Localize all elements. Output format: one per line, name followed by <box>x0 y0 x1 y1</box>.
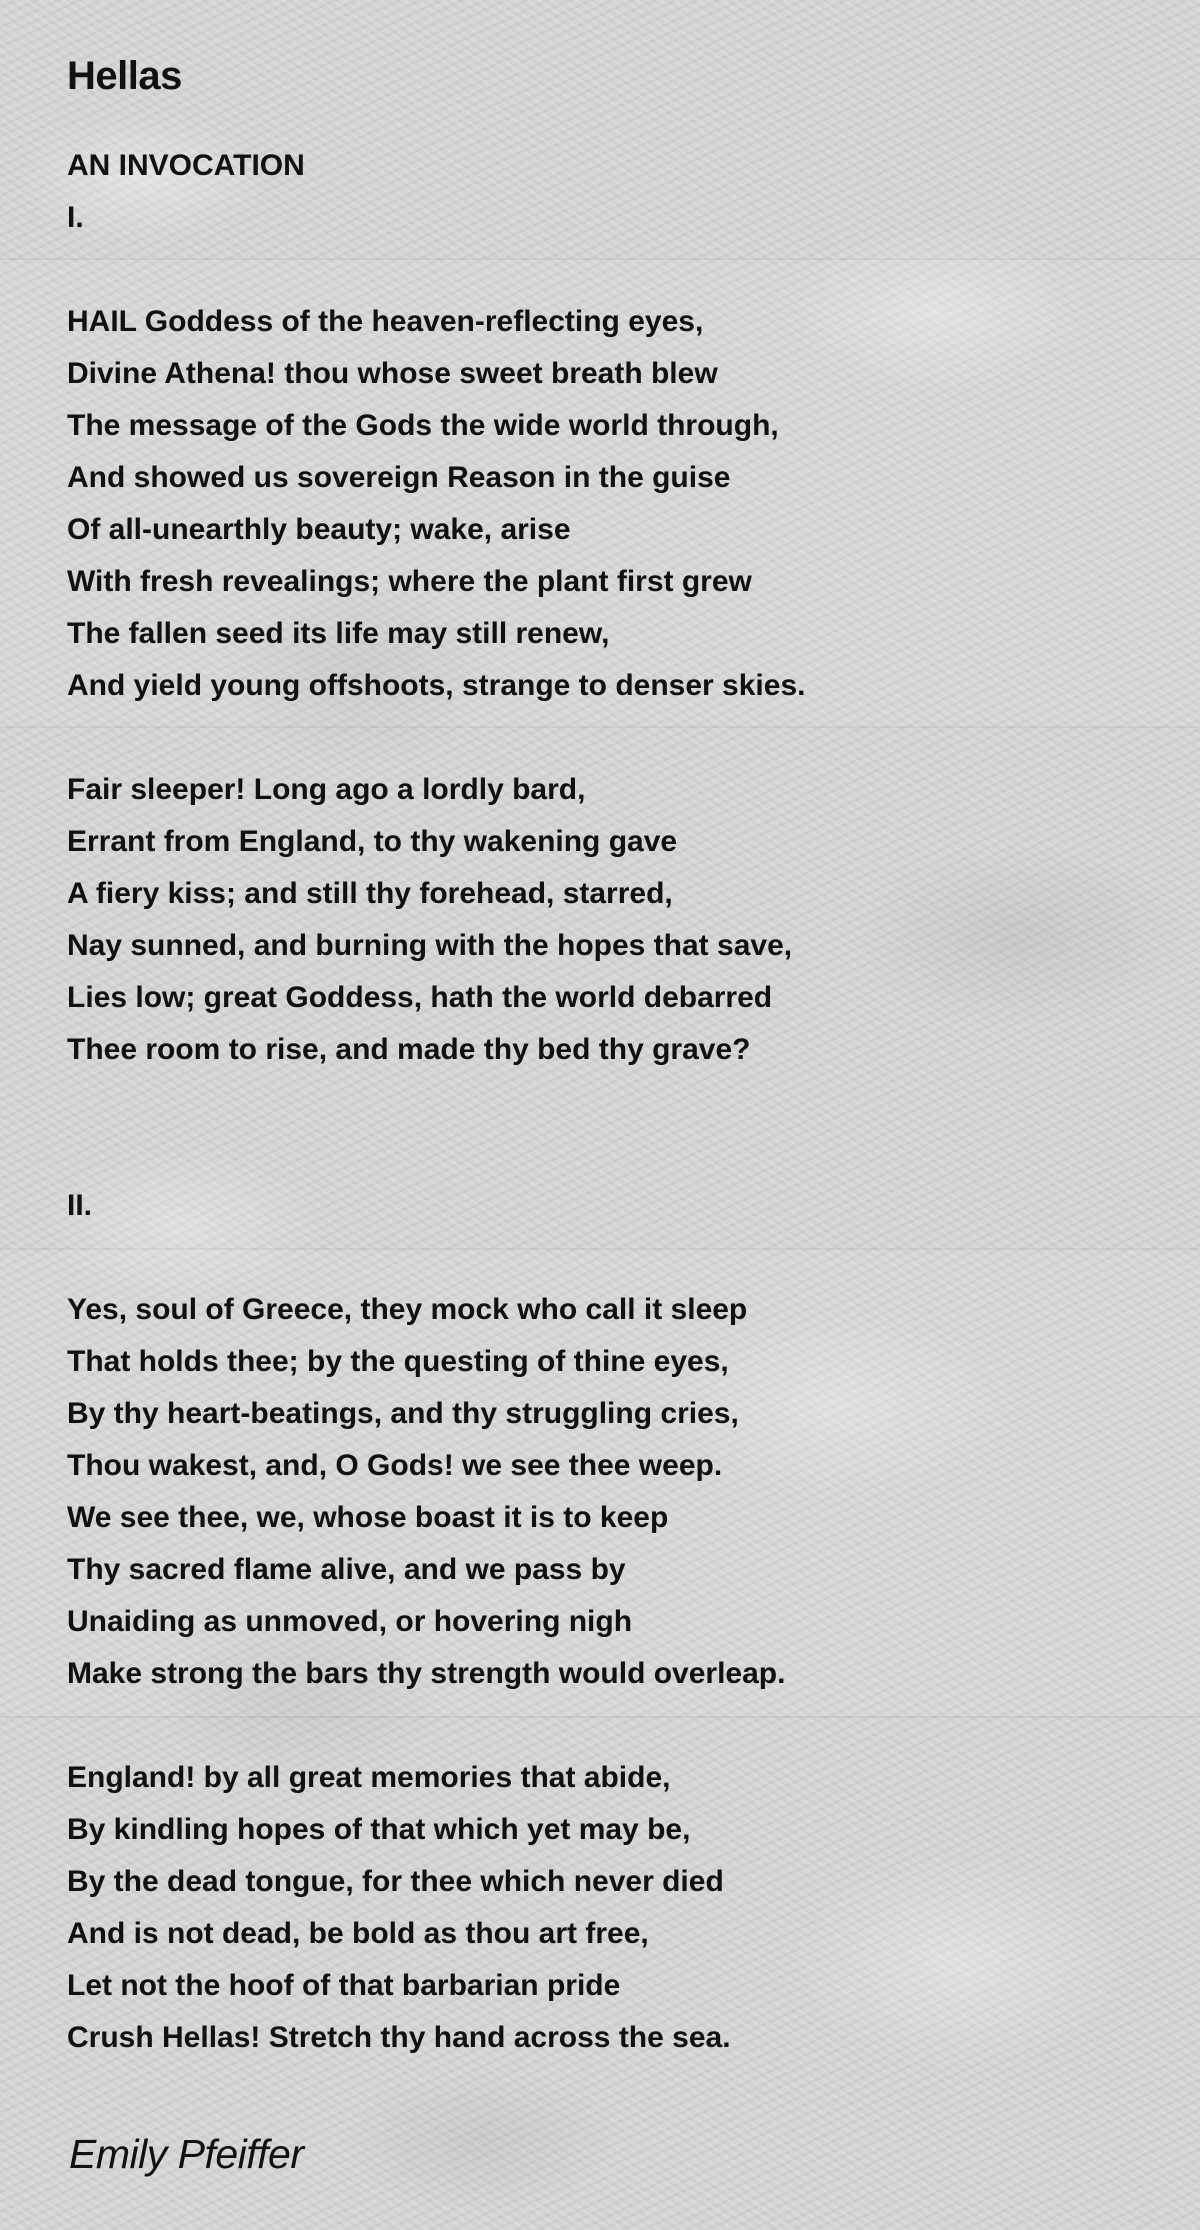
poem-line: Thou wakest, and, O Gods! we see thee weep. <box>67 1449 723 1482</box>
poem-container <box>67 48 1147 2064</box>
poem-line: Unaiding as unmoved, or hovering nigh <box>67 1605 633 1638</box>
poem-title: Hellas <box>67 54 182 98</box>
poem-line: England! by all great memories that abide, <box>67 1761 671 1794</box>
stanza-gap <box>67 1076 1147 1128</box>
poem-line: Make strong the bars thy strength would overleap. <box>67 1657 786 1690</box>
stanza-gap <box>67 1232 1147 1284</box>
poem-line: By the dead tongue, for thee which never died <box>67 1865 724 1898</box>
stanza-gap <box>67 1700 1147 1752</box>
stanza-gap <box>67 244 1147 296</box>
poem-line: A fiery kiss; and still thy forehead, starred, <box>67 877 673 910</box>
stanza-gap <box>67 1128 1147 1180</box>
poem-line: I. <box>67 201 84 234</box>
poem-line: II. <box>67 1189 93 1222</box>
poem-line: Lies low; great Goddess, hath the world debarred <box>67 981 773 1014</box>
poem-line: The message of the Gods the wide world through, <box>67 409 779 442</box>
poem-line: Of all-unearthly beauty; wake, arise <box>67 513 571 546</box>
poem-line: We see thee, we, whose boast it is to keep <box>67 1501 669 1534</box>
poem-line: And is not dead, be bold as thou art free, <box>67 1917 649 1950</box>
poem-line: HAIL Goddess of the heaven-reflecting eyes, <box>67 305 704 338</box>
poem-line: With fresh revealings; where the plant first grew <box>67 565 752 598</box>
poem-body <box>67 140 1147 2064</box>
poem-author: Emily Pfeiffer <box>69 2131 304 2177</box>
poem-line: Let not the hoof of that barbarian pride <box>67 1969 621 2002</box>
poem-line: Fair sleeper! Long ago a lordly bard, <box>67 773 586 806</box>
poem-line: Errant from England, to thy wakening gave <box>67 825 678 858</box>
poem-line: And yield young offshoots, strange to denser skies. <box>67 669 806 702</box>
poem-line: By thy heart-beatings, and thy struggling cries, <box>67 1397 739 1430</box>
poem-line: That holds thee; by the questing of thine eyes, <box>67 1345 729 1378</box>
poem-line: By kindling hopes of that which yet may be, <box>67 1813 691 1846</box>
poem-line: The fallen seed its life may still renew, <box>67 617 610 650</box>
poem-line: AN INVOCATION <box>67 149 305 182</box>
poem-line: And showed us sovereign Reason in the guise <box>67 461 731 494</box>
poem-line: Thy sacred flame alive, and we pass by <box>67 1553 626 1586</box>
poem-line: Divine Athena! thou whose sweet breath blew <box>67 357 718 390</box>
stanza-gap <box>67 712 1147 764</box>
poem-line: Crush Hellas! Stretch thy hand across the sea. <box>67 2021 731 2054</box>
poem-line: Nay sunned, and burning with the hopes that save, <box>67 929 793 962</box>
poem-line: Yes, soul of Greece, they mock who call it sleep <box>67 1293 748 1326</box>
poem-line: Thee room to rise, and made thy bed thy grave? <box>67 1033 751 1066</box>
